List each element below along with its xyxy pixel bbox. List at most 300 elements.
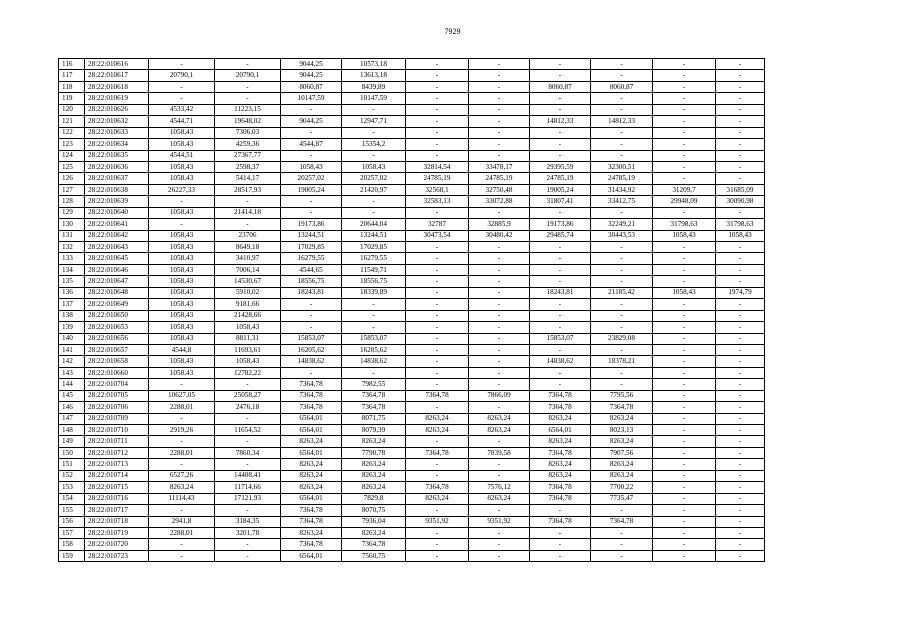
value-cell: - bbox=[591, 104, 653, 115]
value-cell: - bbox=[716, 367, 765, 378]
value-cell: - bbox=[469, 356, 530, 367]
table-row bbox=[59, 356, 765, 367]
value-cell: 8263,24 bbox=[281, 436, 342, 447]
value-cell: 33478,17 bbox=[469, 161, 530, 172]
value-cell: - bbox=[653, 367, 716, 378]
value-cell: - bbox=[215, 219, 281, 230]
table-row bbox=[59, 59, 765, 70]
value-cell: - bbox=[469, 127, 530, 138]
value-cell: 7700,22 bbox=[591, 482, 653, 493]
value-cell: - bbox=[406, 310, 469, 321]
value-cell: 32814,54 bbox=[406, 161, 469, 172]
value-cell: - bbox=[653, 539, 716, 550]
value-cell: 8439,89 bbox=[342, 81, 406, 92]
value-cell: 5910,02 bbox=[215, 287, 281, 298]
table-row bbox=[59, 344, 765, 355]
cadastral-number-cell: 28:22:010635 bbox=[85, 150, 149, 161]
value-cell: 25058,27 bbox=[215, 390, 281, 401]
row-number-cell: 119 bbox=[59, 93, 85, 104]
row-number-cell: 137 bbox=[59, 299, 85, 310]
value-cell: 7866,09 bbox=[469, 390, 530, 401]
value-cell: - bbox=[215, 379, 281, 390]
value-cell: - bbox=[653, 550, 716, 561]
cadastral-number-cell: 28:22:010648 bbox=[85, 287, 149, 298]
value-cell: - bbox=[469, 70, 530, 81]
cadastral-number-cell: 28:22:010633 bbox=[85, 127, 149, 138]
value-cell: - bbox=[469, 322, 530, 333]
row-number-cell: 146 bbox=[59, 402, 85, 413]
value-cell: - bbox=[406, 505, 469, 516]
value-cell: 9351,92 bbox=[469, 516, 530, 527]
value-cell: - bbox=[530, 59, 591, 70]
cadastral-number-cell: 28:22:010719 bbox=[85, 527, 149, 538]
value-cell: - bbox=[653, 516, 716, 527]
value-cell: - bbox=[406, 70, 469, 81]
row-number-cell: 152 bbox=[59, 470, 85, 481]
cadastral-number-cell: 28:22:010642 bbox=[85, 230, 149, 241]
value-cell: 9181,66 bbox=[215, 299, 281, 310]
value-cell: - bbox=[530, 550, 591, 561]
value-cell: 8263,24 bbox=[342, 459, 406, 470]
value-cell: 7907,56 bbox=[591, 447, 653, 458]
value-cell: 3184,35 bbox=[215, 516, 281, 527]
value-cell: 8263,24 bbox=[530, 413, 591, 424]
cadastral-number-cell: 28:22:010637 bbox=[85, 173, 149, 184]
value-cell: - bbox=[653, 253, 716, 264]
value-cell: - bbox=[530, 527, 591, 538]
value-cell: - bbox=[469, 207, 530, 218]
value-cell: - bbox=[342, 207, 406, 218]
row-number-cell: 155 bbox=[59, 505, 85, 516]
value-cell: 9044,25 bbox=[281, 59, 342, 70]
value-cell: 11654,52 bbox=[215, 425, 281, 436]
value-cell: 21420,97 bbox=[342, 184, 406, 195]
value-cell: - bbox=[716, 253, 765, 264]
value-cell: - bbox=[406, 93, 469, 104]
value-cell: - bbox=[215, 81, 281, 92]
value-cell: - bbox=[591, 70, 653, 81]
cadastral-number-cell: 28:22:010618 bbox=[85, 81, 149, 92]
value-cell: 14812,33 bbox=[591, 116, 653, 127]
value-cell: - bbox=[653, 390, 716, 401]
value-cell: 6564,01 bbox=[530, 425, 591, 436]
table-row bbox=[59, 116, 765, 127]
value-cell: 7364,78 bbox=[281, 505, 342, 516]
value-cell: - bbox=[653, 333, 716, 344]
value-cell: 13244,51 bbox=[342, 230, 406, 241]
value-cell: 30473,54 bbox=[406, 230, 469, 241]
value-cell: 31685,09 bbox=[716, 184, 765, 195]
value-cell: 2288,01 bbox=[149, 527, 215, 538]
value-cell: - bbox=[406, 344, 469, 355]
value-cell: - bbox=[591, 150, 653, 161]
value-cell: 12947,71 bbox=[342, 116, 406, 127]
value-cell: 9351,92 bbox=[406, 516, 469, 527]
value-cell: - bbox=[149, 459, 215, 470]
value-cell: - bbox=[653, 70, 716, 81]
table-row bbox=[59, 219, 765, 230]
row-number-cell: 148 bbox=[59, 425, 85, 436]
value-cell: - bbox=[406, 276, 469, 287]
value-cell: 16279,55 bbox=[342, 253, 406, 264]
value-cell: - bbox=[716, 127, 765, 138]
row-number-cell: 139 bbox=[59, 322, 85, 333]
cadastral-number-cell: 28:22:010650 bbox=[85, 310, 149, 321]
value-cell: - bbox=[406, 242, 469, 253]
value-cell: - bbox=[149, 505, 215, 516]
value-cell: - bbox=[406, 104, 469, 115]
table-row bbox=[59, 379, 765, 390]
value-cell: 21414,18 bbox=[215, 207, 281, 218]
value-cell: 7306,03 bbox=[215, 127, 281, 138]
table-row bbox=[59, 207, 765, 218]
value-cell: - bbox=[653, 527, 716, 538]
value-cell: 7364,78 bbox=[281, 379, 342, 390]
value-cell: 4259,36 bbox=[215, 139, 281, 150]
value-cell: - bbox=[149, 550, 215, 561]
value-cell: - bbox=[406, 81, 469, 92]
cadastral-number-cell: 28:22:010710 bbox=[85, 425, 149, 436]
row-number-cell: 134 bbox=[59, 264, 85, 275]
cadastral-number-cell: 28:22:010658 bbox=[85, 356, 149, 367]
value-cell: - bbox=[469, 299, 530, 310]
cadastral-number-cell: 28:22:010657 bbox=[85, 344, 149, 355]
value-cell: 6564,01 bbox=[281, 425, 342, 436]
value-cell: - bbox=[215, 505, 281, 516]
value-cell: - bbox=[406, 470, 469, 481]
value-cell: 2288,01 bbox=[149, 447, 215, 458]
cadastral-number-cell: 28:22:010653 bbox=[85, 322, 149, 333]
row-number-cell: 151 bbox=[59, 459, 85, 470]
value-cell: - bbox=[591, 550, 653, 561]
value-cell: 29395,59 bbox=[530, 161, 591, 172]
table-row bbox=[59, 390, 765, 401]
cadastral-number-cell: 28:22:010617 bbox=[85, 70, 149, 81]
cadastral-number-cell: 28:22:010704 bbox=[85, 379, 149, 390]
row-number-cell: 157 bbox=[59, 527, 85, 538]
value-cell: 8060,87 bbox=[281, 81, 342, 92]
value-cell: 14408,41 bbox=[215, 470, 281, 481]
value-cell: 3410,97 bbox=[215, 253, 281, 264]
value-cell: - bbox=[530, 264, 591, 275]
value-cell: 6527,26 bbox=[149, 470, 215, 481]
value-cell: 19173,86 bbox=[530, 219, 591, 230]
value-cell: - bbox=[716, 276, 765, 287]
table-row bbox=[59, 470, 765, 481]
value-cell: - bbox=[342, 367, 406, 378]
value-cell: 4544,65 bbox=[281, 264, 342, 275]
value-cell: 33412,75 bbox=[591, 196, 653, 207]
value-cell: 8263,24 bbox=[406, 425, 469, 436]
value-cell: - bbox=[215, 550, 281, 561]
value-cell: 6564,01 bbox=[281, 447, 342, 458]
value-cell: - bbox=[653, 81, 716, 92]
value-cell: 13613,18 bbox=[342, 70, 406, 81]
value-cell: - bbox=[215, 93, 281, 104]
value-cell: 11223,15 bbox=[215, 104, 281, 115]
value-cell: - bbox=[149, 436, 215, 447]
value-cell: 32885,9 bbox=[469, 219, 530, 230]
value-cell: 7364,78 bbox=[530, 493, 591, 504]
value-cell: - bbox=[716, 390, 765, 401]
value-cell: - bbox=[342, 322, 406, 333]
value-cell: 7364,78 bbox=[281, 390, 342, 401]
value-cell: 8263,24 bbox=[591, 470, 653, 481]
value-cell: - bbox=[406, 550, 469, 561]
value-cell: - bbox=[591, 299, 653, 310]
value-cell: 2598,37 bbox=[215, 161, 281, 172]
value-cell: 1058,43 bbox=[716, 230, 765, 241]
value-cell: - bbox=[653, 161, 716, 172]
value-cell: 30443,53 bbox=[591, 230, 653, 241]
value-cell: 8070,75 bbox=[342, 505, 406, 516]
row-number-cell: 142 bbox=[59, 356, 85, 367]
value-cell: - bbox=[469, 93, 530, 104]
table-row bbox=[59, 81, 765, 92]
value-cell: 11714,66 bbox=[215, 482, 281, 493]
value-cell: 11549,71 bbox=[342, 264, 406, 275]
value-cell: 20257,02 bbox=[342, 173, 406, 184]
cadastral-number-cell: 28:22:010713 bbox=[85, 459, 149, 470]
value-cell: - bbox=[406, 207, 469, 218]
value-cell: - bbox=[406, 333, 469, 344]
value-cell: - bbox=[591, 264, 653, 275]
cadastral-number-cell: 28:22:010640 bbox=[85, 207, 149, 218]
value-cell: - bbox=[591, 322, 653, 333]
value-cell: - bbox=[530, 276, 591, 287]
value-cell: - bbox=[591, 310, 653, 321]
value-cell: - bbox=[149, 59, 215, 70]
value-cell: 32750,48 bbox=[469, 184, 530, 195]
value-cell: 8649,18 bbox=[215, 242, 281, 253]
value-cell: 8263,24 bbox=[469, 493, 530, 504]
value-cell: - bbox=[716, 550, 765, 561]
value-cell: 24785,19 bbox=[591, 173, 653, 184]
value-cell: 8071,75 bbox=[342, 413, 406, 424]
table-row bbox=[59, 527, 765, 538]
table-row bbox=[59, 482, 765, 493]
value-cell: - bbox=[406, 59, 469, 70]
value-cell: - bbox=[716, 59, 765, 70]
value-cell: 8263,24 bbox=[149, 482, 215, 493]
value-cell: 1058,43 bbox=[149, 264, 215, 275]
value-cell: 18243,81 bbox=[281, 287, 342, 298]
value-cell: 7364,78 bbox=[281, 516, 342, 527]
row-number-cell: 124 bbox=[59, 150, 85, 161]
value-cell: - bbox=[653, 436, 716, 447]
value-cell: - bbox=[215, 196, 281, 207]
value-cell: 31798,63 bbox=[716, 219, 765, 230]
value-cell: 8079,39 bbox=[342, 425, 406, 436]
table-row bbox=[59, 493, 765, 504]
value-cell: 32568,1 bbox=[406, 184, 469, 195]
value-cell: 5414,17 bbox=[215, 173, 281, 184]
value-cell: - bbox=[406, 436, 469, 447]
value-cell: - bbox=[653, 127, 716, 138]
value-cell: 16279,55 bbox=[281, 253, 342, 264]
value-cell: 1058,43 bbox=[149, 173, 215, 184]
value-cell: - bbox=[716, 482, 765, 493]
row-number-cell: 144 bbox=[59, 379, 85, 390]
value-cell: - bbox=[653, 459, 716, 470]
value-cell: - bbox=[149, 379, 215, 390]
value-cell: 2288,01 bbox=[149, 402, 215, 413]
value-cell: 14838,62 bbox=[530, 356, 591, 367]
table-row bbox=[59, 436, 765, 447]
value-cell: - bbox=[716, 207, 765, 218]
value-cell: - bbox=[469, 287, 530, 298]
value-cell: - bbox=[653, 322, 716, 333]
value-cell: 8060,87 bbox=[530, 81, 591, 92]
value-cell: 31798,63 bbox=[653, 219, 716, 230]
value-cell: 8023,13 bbox=[591, 425, 653, 436]
value-cell: 8811,31 bbox=[215, 333, 281, 344]
value-cell: 8263,24 bbox=[342, 482, 406, 493]
value-cell: 1058,43 bbox=[149, 356, 215, 367]
value-cell: - bbox=[469, 264, 530, 275]
row-number-cell: 153 bbox=[59, 482, 85, 493]
value-cell: 1058,43 bbox=[149, 127, 215, 138]
value-cell: 3201,78 bbox=[215, 527, 281, 538]
row-number-cell: 130 bbox=[59, 219, 85, 230]
value-cell: - bbox=[281, 322, 342, 333]
row-number-cell: 135 bbox=[59, 276, 85, 287]
value-cell: - bbox=[530, 139, 591, 150]
value-cell: 1058,43 bbox=[149, 276, 215, 287]
value-cell: 8263,24 bbox=[342, 527, 406, 538]
value-cell: 7364,78 bbox=[406, 482, 469, 493]
value-cell: - bbox=[406, 459, 469, 470]
value-cell: 2919,26 bbox=[149, 425, 215, 436]
value-cell: 24785,19 bbox=[406, 173, 469, 184]
value-cell: - bbox=[149, 219, 215, 230]
value-cell: - bbox=[281, 310, 342, 321]
table-row bbox=[59, 242, 765, 253]
value-cell: 7790,78 bbox=[342, 447, 406, 458]
value-cell: 30090,98 bbox=[716, 196, 765, 207]
value-cell: 32300,51 bbox=[591, 161, 653, 172]
table-row bbox=[59, 150, 765, 161]
value-cell: 8263,24 bbox=[281, 482, 342, 493]
cadastral-number-cell: 28:22:010706 bbox=[85, 402, 149, 413]
cadastral-number-cell: 28:22:010641 bbox=[85, 219, 149, 230]
row-number-cell: 159 bbox=[59, 550, 85, 561]
table-row bbox=[59, 127, 765, 138]
value-cell: - bbox=[342, 299, 406, 310]
row-number-cell: 138 bbox=[59, 310, 85, 321]
row-number-cell: 147 bbox=[59, 413, 85, 424]
value-cell: - bbox=[530, 299, 591, 310]
row-number-cell: 129 bbox=[59, 207, 85, 218]
value-cell: 23706 bbox=[215, 230, 281, 241]
value-cell: - bbox=[716, 242, 765, 253]
value-cell: - bbox=[716, 139, 765, 150]
value-cell: 8263,24 bbox=[530, 459, 591, 470]
value-cell: - bbox=[716, 344, 765, 355]
value-cell: 31807,41 bbox=[530, 196, 591, 207]
value-cell: - bbox=[716, 516, 765, 527]
cadastral-number-cell: 28:22:010656 bbox=[85, 333, 149, 344]
value-cell: - bbox=[149, 81, 215, 92]
table-row bbox=[59, 184, 765, 195]
value-cell: - bbox=[406, 322, 469, 333]
value-cell: 7364,78 bbox=[530, 402, 591, 413]
value-cell: 1058,43 bbox=[149, 367, 215, 378]
row-number-cell: 116 bbox=[59, 59, 85, 70]
value-cell: - bbox=[406, 287, 469, 298]
value-cell: 8263,24 bbox=[281, 527, 342, 538]
value-cell: 10147,59 bbox=[281, 93, 342, 104]
table-row bbox=[59, 139, 765, 150]
value-cell: 28517,93 bbox=[215, 184, 281, 195]
value-cell: - bbox=[469, 367, 530, 378]
value-cell: - bbox=[530, 207, 591, 218]
value-cell: 10627,05 bbox=[149, 390, 215, 401]
value-cell: - bbox=[530, 150, 591, 161]
value-cell: 13244,51 bbox=[281, 230, 342, 241]
value-cell: - bbox=[716, 436, 765, 447]
value-cell: - bbox=[215, 436, 281, 447]
value-cell: 17029,85 bbox=[342, 242, 406, 253]
value-cell: - bbox=[149, 196, 215, 207]
value-cell: 17029,85 bbox=[281, 242, 342, 253]
value-cell: 17121,93 bbox=[215, 493, 281, 504]
value-cell: 7364,78 bbox=[530, 482, 591, 493]
value-cell: 4544,51 bbox=[149, 150, 215, 161]
value-cell: - bbox=[716, 413, 765, 424]
value-cell: 7364,78 bbox=[342, 390, 406, 401]
value-cell: 4533,42 bbox=[149, 104, 215, 115]
value-cell: 7364,78 bbox=[530, 390, 591, 401]
value-cell: 8263,24 bbox=[591, 459, 653, 470]
row-number-cell: 150 bbox=[59, 447, 85, 458]
value-cell: - bbox=[653, 104, 716, 115]
cadastral-number-cell: 28:22:010646 bbox=[85, 264, 149, 275]
value-cell: - bbox=[469, 379, 530, 390]
value-cell: - bbox=[591, 93, 653, 104]
value-cell: - bbox=[653, 493, 716, 504]
value-cell: - bbox=[215, 459, 281, 470]
value-cell: - bbox=[469, 81, 530, 92]
table-row bbox=[59, 322, 765, 333]
table-row bbox=[59, 253, 765, 264]
value-cell: 4544,8 bbox=[149, 344, 215, 355]
value-cell: - bbox=[469, 310, 530, 321]
value-cell: 10147,59 bbox=[342, 93, 406, 104]
value-cell: 24785,19 bbox=[530, 173, 591, 184]
table-row bbox=[59, 539, 765, 550]
value-cell: - bbox=[591, 139, 653, 150]
cadastral-number-cell: 28:22:010645 bbox=[85, 253, 149, 264]
row-number-cell: 133 bbox=[59, 253, 85, 264]
value-cell: 7364,78 bbox=[406, 447, 469, 458]
value-cell: 1058,43 bbox=[215, 356, 281, 367]
value-cell: 23829,08 bbox=[591, 333, 653, 344]
value-cell: 1058,43 bbox=[149, 299, 215, 310]
value-cell: 7364,78 bbox=[530, 516, 591, 527]
value-cell: 32787 bbox=[406, 219, 469, 230]
value-cell: - bbox=[530, 379, 591, 390]
table-row bbox=[59, 333, 765, 344]
value-cell: 18556,75 bbox=[342, 276, 406, 287]
value-cell: 8263,24 bbox=[342, 436, 406, 447]
value-cell: - bbox=[469, 104, 530, 115]
value-cell: 8263,24 bbox=[406, 413, 469, 424]
value-cell: - bbox=[530, 93, 591, 104]
value-cell: - bbox=[653, 379, 716, 390]
value-cell: - bbox=[281, 127, 342, 138]
value-cell: - bbox=[469, 276, 530, 287]
